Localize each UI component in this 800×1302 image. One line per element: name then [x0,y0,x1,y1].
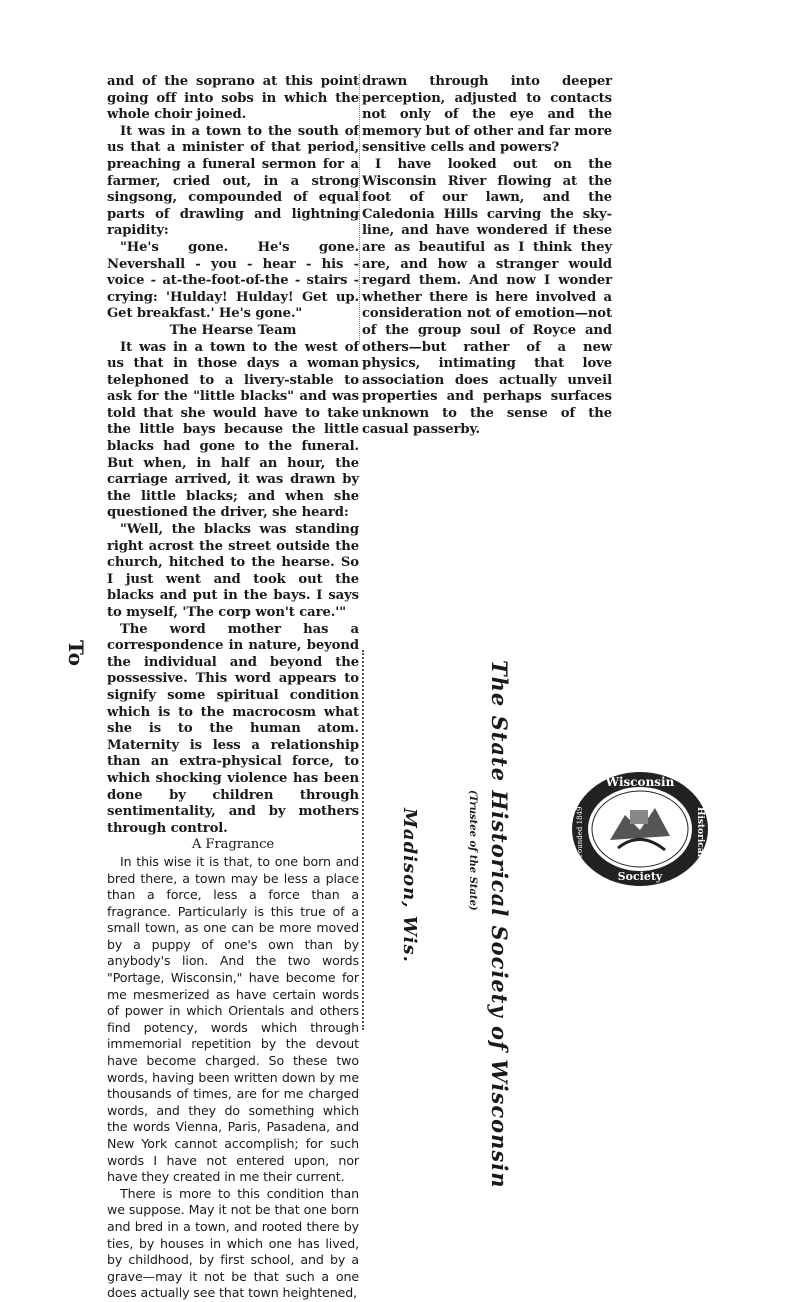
left-paragraph-4: It was in a town to the west of us that in those days a woman telephoned to a livery-stable to ask for the "little blacks" and was told that she would have to take the little bays because the little blacks had gone to the funeral. But when, in half an hour, the carriage arrived, it was drawn by the little blacks; and when she questioned the driver, she heard: [107,339,359,521]
left-paragraph-7: In this wise it is that, to one born and bred there, a town may be less a place than a force, less a force than a fragrance. Particularly is this true of a small town, as one can be more moved by a puppy of one's own than by anybody's lion. And the two words "Portage, Wisconsin," have become for me mesmerized as have certain words of power in which Orientals and others find potency, words which through immemorial repetition by the devout have become charged. So these two words, having been written down by me thousands of times, are for me charged words, and they do something which the words Vienna, Paris, Pasadena, and New York cannot accomplish; for such words I have not entered upon, nor have they created in me their current. [107,853,359,1185]
heading-hearse-team: The Hearse Team [169,322,297,338]
left-paragraph-6: The word mother has a correspondence in nature, beyond the individual and beyond the possessive. This word appears to signify some spiritual condition which is to the macrocosm what she is to the human atom. Maternity is less a relationship than an extra-physical force, to which shocking violence has been done by children through sentimentality, and by mothers through control. [107,621,359,836]
seal-right-text: Historical [695,806,705,858]
trustee-note: (Trustee of the State) [467,790,478,911]
clipping-right-column [362,74,612,439]
society-seal-icon [570,770,710,888]
left-paragraph-3: "He's gone. He's gone. Nevershall - you - hear - his - voice - at-the-foot-of-the - stairs - crying: 'Hulday! Hulday! Get up. Get breakfast.' He's gone." [107,239,359,322]
right-paragraph-2: I have looked out on the Wisconsin River flowing at the foot of our lawn, and the Caledonia Hills carving the sky-line, and have wondered if these are as beautiful as I think they are, and how a stranger would regard them. And now I wonder whether there is here involved a consideration not of emotion—not of the group soul of Royce and others—but rather of a new physics, intimating that love association does actually unveil properties and perhaps surfaces unknown to the sense of the casual passerby. [362,156,612,438]
society-name: The State Historical Society of Wisconsin [487,660,512,1189]
seal-left-text: Founded 1849 [576,806,584,858]
clipping-left-column [107,74,359,1302]
left-paragraph-5: "Well, the blacks was standing right acrost the street outside the church, hitched to the hearse. So I just went and took out the blacks and put in the bays. I says to myself, 'The corp won't care.'" [107,522,359,620]
fragrance-section [107,837,359,1302]
heading-fragrance: A Fragrance [191,837,275,853]
left-paragraph-1: and of the soprano at this point going off into sobs in which the whole choir joined. [107,74,359,123]
seal-bottom-text: Society [617,870,663,883]
seal-top-text: Wisconsin [605,775,675,789]
left-paragraph-2: It was in a town to the south of us that a minister of that period, preaching a funeral sermon for a farmer, cried out, in a strong singsong, compounded of equal parts of drawling and lightning rapidity: [107,123,359,239]
torn-edge-dots [362,650,374,1030]
right-paragraph-1: drawn through into deeper perception, adjusted to contacts not only of the eye and the memory but of other and far more sensitive cells and powers? [362,74,612,156]
column-divider [359,74,361,344]
to-label: To [64,640,88,666]
left-paragraph-8: There is more to this condition than we suppose. May it not be that one born and bred in a town, and rooted there by ties, by houses in which one has lived, by childhood, by first school, and by a grave—may it not be that such a one does actually see that town heightened, [107,1185,359,1301]
location-label: Madison, Wis. [399,808,420,963]
